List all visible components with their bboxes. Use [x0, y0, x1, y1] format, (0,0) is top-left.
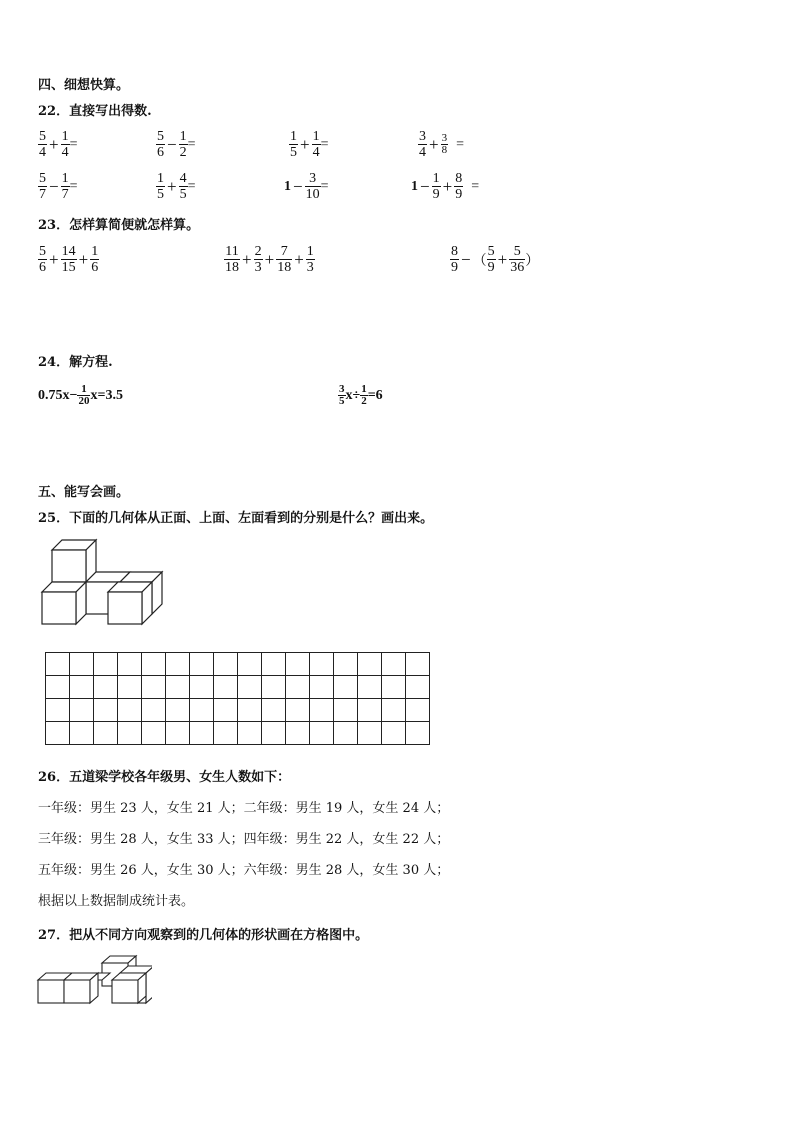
fraction: $\frac{3}{4}$ [419, 129, 426, 160]
fraction: $\frac{5}{9}$ [487, 244, 495, 275]
fraction: $\frac{1}{5}$ [157, 171, 164, 202]
q22-item-6: $\frac{1}{5}$ + $\frac{4}{5}$ = [157, 171, 196, 202]
q26-data-line-1: 一年级：男生 23 人，女生 21 人；二年级：男生 19 人，女生 24 人； [38, 801, 450, 816]
q23-expression-2: $\frac{11}{18}$ + $\frac{2}{3}$ + $\frac{7}{18}$ + $\frac{1}{3}$ [225, 244, 314, 275]
q22-item-8: 1 − $\frac{1}{9}$ + $\frac{8}{9}$ = [411, 171, 480, 202]
q26-data-line-3: 五年级：男生 26 人，女生 30 人；六年级：男生 28 人，女生 30 人； [38, 863, 450, 878]
question-24-title: 24．解方程. [38, 355, 113, 370]
fraction: $\frac{5}{6}$ [157, 129, 164, 160]
fraction: $\frac{1}{9}$ [432, 171, 440, 202]
q22-item-3: $\frac{1}{5}$ + $\frac{1}{4}$ = [290, 129, 329, 160]
fraction: $\frac{1}{20}$ [78, 383, 90, 407]
section-title-4: 四、细想快算。 [38, 78, 130, 93]
fraction: $\frac{1}{2}$ [179, 129, 187, 160]
cube-stack-figure [38, 536, 168, 632]
fraction: $\frac{11}{18}$ [225, 244, 239, 275]
fraction: $\frac{3}{5}$ [339, 383, 345, 407]
q26-data-line-2: 三年级：男生 28 人，女生 33 人；四年级：男生 22 人，女生 22 人； [38, 832, 450, 847]
q24-equation-1: 0.75x− $\frac{1}{20}$ x=3.5 [38, 383, 123, 407]
question-26-title: 26．五道梁学校各年级男、女生人数如下： [38, 770, 291, 785]
fraction: $\frac{4}{5}$ [179, 171, 187, 202]
q22-item-1: $\frac{5}{4}$ + $\frac{1}{4}$ = [39, 129, 78, 160]
fraction: $\frac{7}{18}$ [277, 244, 292, 275]
question-25-title: 25．下面的几何体从正面、上面、左面看到的分别是什么？画出来。 [38, 511, 434, 526]
q23-expression-3: $\frac{8}{9}$ − （ $\frac{5}{9}$ + $\frac{5}{36}$ ） [451, 244, 540, 275]
question-27-title: 27．把从不同方向观察到的几何体的形状画在方格图中。 [38, 928, 369, 943]
question-22-title: 22．直接写出得数. [38, 104, 152, 119]
fraction: $\frac{5}{4}$ [39, 129, 46, 160]
section-title-5: 五、能写会画。 [38, 485, 130, 500]
fraction: $\frac{1}{3}$ [306, 244, 314, 275]
q23-expression-1: $\frac{5}{6}$ + $\frac{14}{15}$ + $\frac{1}{6}$ [39, 244, 99, 275]
q22-item-4: $\frac{3}{4}$ + $\frac{3}{8}$ = [419, 129, 464, 160]
fraction: $\frac{1}{4}$ [61, 129, 69, 160]
fraction: $\frac{1}{2}$ [361, 383, 367, 407]
fraction: $\frac{1}{4}$ [312, 129, 320, 160]
q26-footer: 根据以上数据制成统计表。 [38, 894, 195, 909]
q24-equation-2: $\frac{3}{5}$ x÷ $\frac{1}{2}$ =6 [339, 383, 383, 407]
q22-item-5: $\frac{5}{7}$ − $\frac{1}{7}$ = [39, 171, 78, 202]
cube-row-figure [36, 953, 152, 1007]
fraction: $\frac{3}{10}$ [305, 171, 320, 202]
fraction: $\frac{8}{9}$ [455, 171, 463, 202]
fraction: $\frac{5}{6}$ [39, 244, 46, 275]
fraction: $\frac{1}{6}$ [91, 244, 99, 275]
fraction: $\frac{14}{15}$ [61, 244, 76, 275]
fraction: $\frac{5}{36}$ [510, 244, 525, 275]
fraction: $\frac{2}{3}$ [254, 244, 262, 275]
fraction: $\frac{5}{7}$ [39, 171, 46, 202]
q22-item-2: $\frac{5}{6}$ − $\frac{1}{2}$ = [157, 129, 196, 160]
fraction: $\frac{1}{5}$ [290, 129, 297, 160]
fraction: $\frac{1}{7}$ [61, 171, 69, 202]
fraction: $\frac{8}{9}$ [451, 244, 458, 275]
q22-item-7: 1 − $\frac{3}{10}$ = [284, 171, 329, 202]
fraction: $\frac{3}{8}$ [441, 132, 448, 156]
drawing-grid[interactable] [45, 652, 430, 745]
question-23-title: 23．怎样算简便就怎样算。 [38, 218, 200, 233]
